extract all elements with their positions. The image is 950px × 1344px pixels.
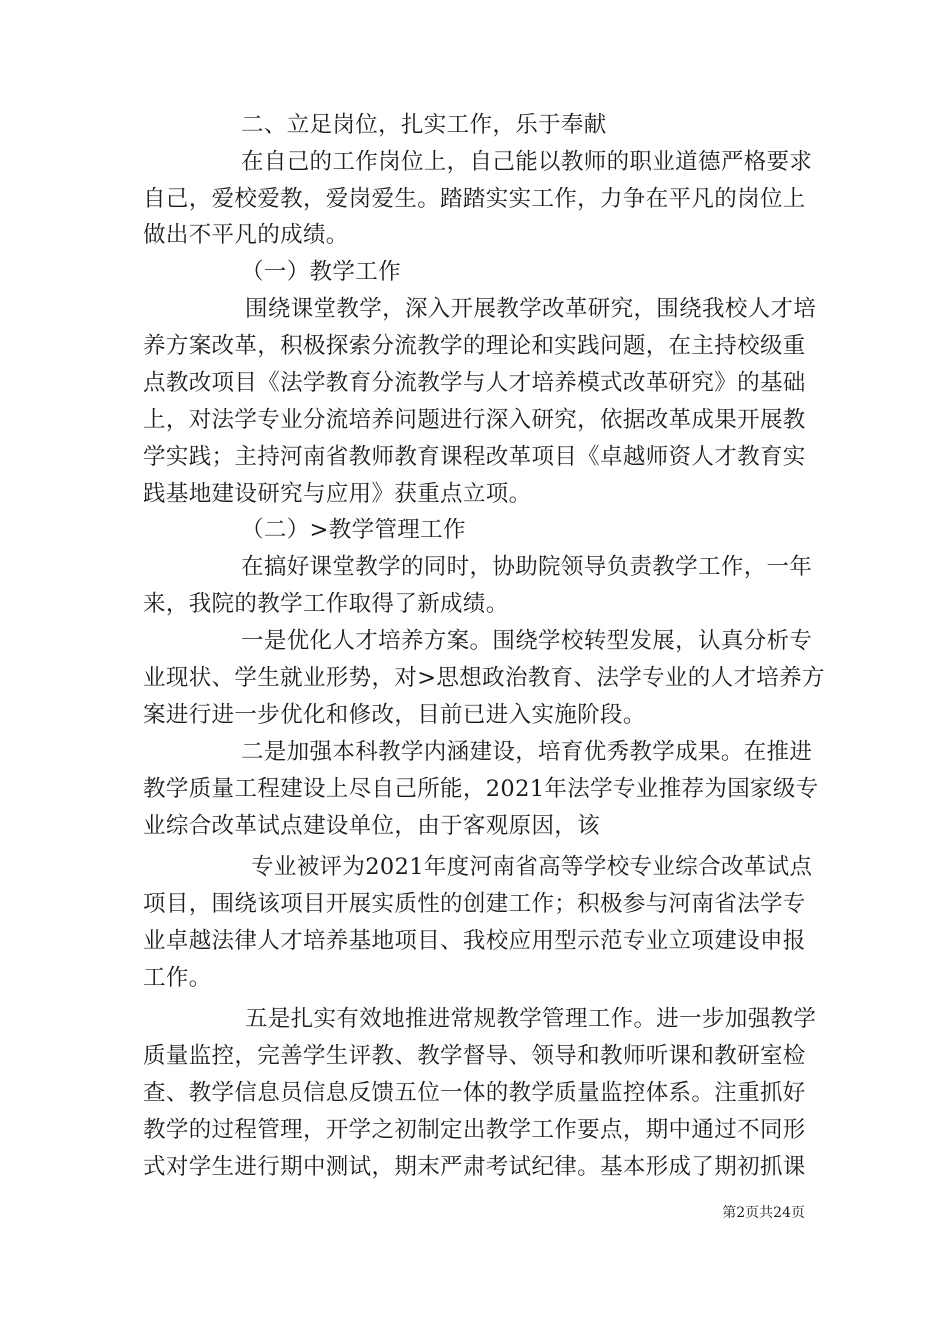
text-line: 工作。 [143, 965, 212, 991]
text-line: 式对学生进行期中测试，期末严肃考试纪律。基本形成了期初抓课 [143, 1154, 806, 1180]
text-line: 案进行进一步优化和修改，目前已进入实施阶段。 [143, 702, 646, 728]
text-line: 自己，爱校爱教，爱岗爱生。踏踏实实工作，力争在平凡的岗位上 [143, 186, 806, 212]
text-line: （一）教学工作 [241, 259, 401, 285]
text-line: 上，对法学专业分流培养问题进行深入研究，依据改革成果开展教 [143, 407, 806, 433]
text-line: 质量监控，完善学生评教、教学督导、领导和教师听课和教研室检 [143, 1043, 806, 1069]
text-line: （二）>教学管理工作 [241, 517, 466, 543]
text-line: 点教改项目《法学教育分流教学与人才培养模式改革研究》的基础 [143, 370, 806, 396]
text-line: 学实践；主持河南省教师教育课程改革项目《卓越师资人才教育实 [143, 444, 806, 470]
text-line: 二是加强本科教学内涵建设，培育优秀教学成果。在推进 [241, 739, 813, 765]
text-line: 查、教学信息员信息反馈五位一体的教学质量监控体系。注重抓好 [143, 1080, 806, 1106]
text-line: 业现状、学生就业形势，对>思想政治教育、法学专业的人才培养方 [143, 665, 825, 691]
text-line: 项目，围绕该项目开展实质性的创建工作；积极参与河南省法学专 [143, 891, 806, 917]
text-line: 养方案改革，积极探索分流教学的理论和实践问题，在主持校级重 [143, 333, 806, 359]
page-number: 第2页共24页 [722, 1205, 805, 1221]
text-line: 做出不平凡的成绩。 [143, 222, 349, 248]
text-line: 一是优化人才培养方案。围绕学校转型发展，认真分析专 [241, 628, 813, 654]
text-line: 教学质量工程建设上尽自己所能，2021年法学专业推荐为国家级专 [143, 776, 819, 802]
text-line: 围绕课堂教学，深入开展教学改革研究，围绕我校人才培 [245, 296, 817, 322]
text-line: 来，我院的教学工作取得了新成绩。 [143, 591, 509, 617]
text-line: 业卓越法律人才培养基地项目、我校应用型示范专业立项建设申报 [143, 928, 806, 954]
text-line: 教学的过程管理，开学之初制定出教学工作要点，期中通过不同形 [143, 1117, 806, 1143]
text-line: 在搞好课堂教学的同时，协助院领导负责教学工作，一年 [241, 554, 813, 580]
text-line: 在自己的工作岗位上，自己能以教师的职业道德严格要求 [241, 149, 813, 175]
text-line: 业综合改革试点建设单位，由于客观原因，该 [143, 813, 601, 839]
text-line: 五是扎实有效地推进常规教学管理工作。进一步加强教学 [245, 1006, 817, 1032]
text-line: 二、立足岗位，扎实工作，乐于奉献 [241, 112, 607, 138]
text-line: 践基地建设研究与应用》获重点立项。 [143, 481, 532, 507]
text-line: 专业被评为2021年度河南省高等学校专业综合改革试点 [251, 854, 813, 880]
